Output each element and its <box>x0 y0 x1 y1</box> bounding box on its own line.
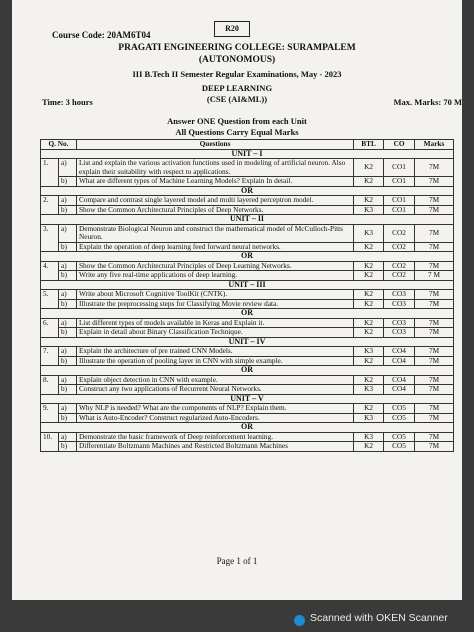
btl-level: K2 <box>354 271 384 281</box>
section-row <box>41 252 454 262</box>
section-label: UNIT – V <box>41 394 454 404</box>
question-number: 10. <box>41 432 59 451</box>
question-text: List and explain the various activation functions used in modeling of artificial neuron. Also explain their suitability with respect to applications. <box>76 159 353 177</box>
course-outcome: CO4 <box>384 347 415 357</box>
exam-title: III B.Tech II Semester Regular Examinations, May - 2023 <box>132 69 342 79</box>
question-marks: 7M <box>415 290 454 300</box>
question-text: Construct any two applications of Recurrent Neural Networks. <box>76 385 353 395</box>
max-marks: Max. Marks: 70 M <box>393 97 462 107</box>
header-co: CO <box>384 140 415 150</box>
header-qno: Q. No. <box>41 140 77 150</box>
btl-level: K2 <box>354 242 384 252</box>
btl-level: K2 <box>354 404 384 414</box>
oken-scanner-logo-icon <box>294 615 305 626</box>
question-number: 5. <box>41 290 59 309</box>
scanner-watermark: Scanned with OKEN Scanner <box>310 612 448 624</box>
question-text: Show the Common Architectural Principles of Deep Learning Networks. <box>76 261 353 271</box>
course-outcome: CO2 <box>384 242 415 252</box>
question-row <box>41 404 454 414</box>
course-outcome: CO3 <box>384 318 415 328</box>
course-outcome: CO4 <box>384 356 415 366</box>
question-row <box>41 290 454 300</box>
header-btl: BTL <box>354 140 384 150</box>
sub-question-label: a) <box>58 347 76 357</box>
btl-level: K2 <box>354 356 384 366</box>
question-number: 1. <box>41 159 59 187</box>
btl-level: K2 <box>354 159 384 177</box>
question-marks: 7M <box>415 347 454 357</box>
question-marks: 7M <box>415 177 454 187</box>
question-text: Explain in detail about Binary Classification Technique. <box>76 328 353 338</box>
exam-time: Time: 3 hours <box>42 97 93 107</box>
question-marks: 7M <box>415 385 454 395</box>
question-marks: 7M <box>415 328 454 338</box>
sub-question-label: a) <box>58 261 76 271</box>
question-row <box>41 271 454 281</box>
section-row <box>41 215 454 225</box>
question-text: Explain the operation of deep learning feed forward neural networks. <box>76 242 353 252</box>
question-marks: 7M <box>415 196 454 206</box>
section-label: UNIT – III <box>41 280 454 290</box>
sub-question-label: a) <box>58 375 76 385</box>
sub-question-label: a) <box>58 196 76 206</box>
question-number: 4. <box>41 261 59 280</box>
question-text: Differentiate Boltzmann Machines and Restricted Boltzmann Machines <box>76 442 353 452</box>
question-marks: 7 M <box>415 271 454 281</box>
course-outcome: CO1 <box>384 159 415 177</box>
question-text: What are different types of Machine Learning Models? Explain In detail. <box>76 177 353 187</box>
sub-question-label: b) <box>58 328 76 338</box>
section-label: OR <box>41 252 454 262</box>
question-row <box>41 177 454 187</box>
question-number: 7. <box>41 347 59 366</box>
course-outcome: CO3 <box>384 328 415 338</box>
sub-question-label: a) <box>58 224 76 242</box>
question-marks: 7M <box>415 242 454 252</box>
section-label: OR <box>41 423 454 433</box>
section-label: OR <box>41 186 454 196</box>
course-outcome: CO2 <box>384 261 415 271</box>
question-row <box>41 442 454 452</box>
branch-name: (CSE (AI&ML)) <box>206 94 268 104</box>
question-marks: 7M <box>415 299 454 309</box>
question-marks: 7M <box>415 356 454 366</box>
questions-table <box>40 139 454 452</box>
question-number: 8. <box>41 375 59 394</box>
course-code: Course Code: 20AM6T04 <box>52 30 151 40</box>
question-row <box>41 347 454 357</box>
course-outcome: CO4 <box>384 375 415 385</box>
question-text: Write any five real-time applications of deep learning. <box>76 271 353 281</box>
exam-paper <box>12 0 462 600</box>
instruction-one: Answer ONE Question from each Unit <box>167 116 307 126</box>
course-outcome: CO3 <box>384 299 415 309</box>
college-name: PRAGATI ENGINEERING COLLEGE: SURAMPALEM <box>118 43 356 53</box>
question-row <box>41 385 454 395</box>
question-text: Illustrate the preprocessing steps for Classifying Movie review data. <box>76 299 353 309</box>
time-marks-bar <box>42 97 462 107</box>
question-marks: 7M <box>415 224 454 242</box>
course-outcome: CO1 <box>384 205 415 215</box>
btl-level: K3 <box>354 205 384 215</box>
btl-level: K2 <box>354 328 384 338</box>
sub-question-label: a) <box>58 404 76 414</box>
sub-question-label: b) <box>58 177 76 187</box>
section-row <box>41 366 454 376</box>
question-marks: 7M <box>415 261 454 271</box>
question-text: Demonstrate the basic framework of Deep reinforcement learning. <box>76 432 353 442</box>
sub-question-label: b) <box>58 242 76 252</box>
question-marks: 7M <box>415 318 454 328</box>
course-outcome: CO5 <box>384 442 415 452</box>
question-text: Show the Common Architectural Principles of Deep Networks. <box>76 205 353 215</box>
question-row <box>41 224 454 242</box>
question-number: 9. <box>41 404 59 423</box>
page-number: Page 1 of 1 <box>216 556 258 566</box>
course-outcome: CO5 <box>384 413 415 423</box>
question-text: Explain object detection in CNN with example. <box>76 375 353 385</box>
btl-level: K2 <box>354 375 384 385</box>
btl-level: K2 <box>354 177 384 187</box>
question-row <box>41 159 454 177</box>
course-outcome: CO2 <box>384 271 415 281</box>
course-outcome: CO1 <box>384 177 415 187</box>
section-label: OR <box>41 366 454 376</box>
question-text: List different types of models available in Keras and Explain it. <box>76 318 353 328</box>
question-marks: 7M <box>415 159 454 177</box>
question-number: 2. <box>41 196 59 215</box>
autonomous-label: (AUTONOMOUS) <box>198 55 276 65</box>
table-header-row <box>41 140 454 150</box>
sub-question-label: b) <box>58 385 76 395</box>
section-row <box>41 423 454 433</box>
question-marks: 7M <box>415 413 454 423</box>
section-label: OR <box>41 309 454 319</box>
btl-level: K2 <box>354 261 384 271</box>
question-marks: 7M <box>415 432 454 442</box>
btl-level: K2 <box>354 318 384 328</box>
section-label: UNIT – II <box>41 215 454 225</box>
question-text: What is Auto-Encoder? Construct regularized Auto-Encoders. <box>76 413 353 423</box>
question-text: Write about Microsoft Cognitive ToolKit (CNTK). <box>76 290 353 300</box>
sub-question-label: a) <box>58 290 76 300</box>
sub-question-label: a) <box>58 318 76 328</box>
section-row <box>41 309 454 319</box>
question-text: Explain the architecture of pre trained CNN Models. <box>76 347 353 357</box>
question-text: Demonstrate Biological Neuron and construct the mathematical model of McCulloch-Pitts Neuron. <box>76 224 353 242</box>
header-marks: Marks <box>415 140 454 150</box>
course-outcome: CO1 <box>384 196 415 206</box>
course-outcome: CO4 <box>384 385 415 395</box>
section-label: UNIT – I <box>41 149 454 159</box>
btl-level: K3 <box>354 347 384 357</box>
sub-question-label: b) <box>58 356 76 366</box>
sub-question-label: b) <box>58 271 76 281</box>
btl-level: K2 <box>354 299 384 309</box>
sub-question-label: b) <box>58 442 76 452</box>
question-row <box>41 196 454 206</box>
header-questions: Questions <box>76 140 353 150</box>
sub-question-label: b) <box>58 205 76 215</box>
question-marks: 7M <box>415 442 454 452</box>
section-label: UNIT – IV <box>41 337 454 347</box>
sub-question-label: b) <box>58 299 76 309</box>
question-marks: 7M <box>415 205 454 215</box>
question-marks: 7M <box>415 404 454 414</box>
sub-question-label: a) <box>58 432 76 442</box>
question-marks: 7M <box>415 375 454 385</box>
btl-level: K3 <box>354 432 384 442</box>
sub-question-label: a) <box>58 159 76 177</box>
question-text: Why NLP is needed? What are the components of NLP? Explain them. <box>76 404 353 414</box>
question-row <box>41 328 454 338</box>
btl-level: K3 <box>354 385 384 395</box>
btl-level: K3 <box>354 224 384 242</box>
question-number: 3. <box>41 224 59 252</box>
course-outcome: CO3 <box>384 290 415 300</box>
regulation-box: R20 <box>214 21 250 37</box>
btl-level: K2 <box>354 196 384 206</box>
btl-level: K3 <box>354 413 384 423</box>
question-number: 6. <box>41 318 59 337</box>
course-outcome: CO5 <box>384 432 415 442</box>
sub-question-label: b) <box>58 413 76 423</box>
btl-level: K2 <box>354 442 384 452</box>
subject-name: DEEP LEARNING <box>201 83 273 93</box>
question-text: Illustrate the operation of pooling layer in CNN with simple example. <box>76 356 353 366</box>
course-outcome: CO2 <box>384 224 415 242</box>
course-outcome: CO5 <box>384 404 415 414</box>
question-text: Compare and contrast single layered model and multi layered perceptron model. <box>76 196 353 206</box>
instruction-two: All Questions Carry Equal Marks <box>175 127 299 137</box>
btl-level: K2 <box>354 290 384 300</box>
